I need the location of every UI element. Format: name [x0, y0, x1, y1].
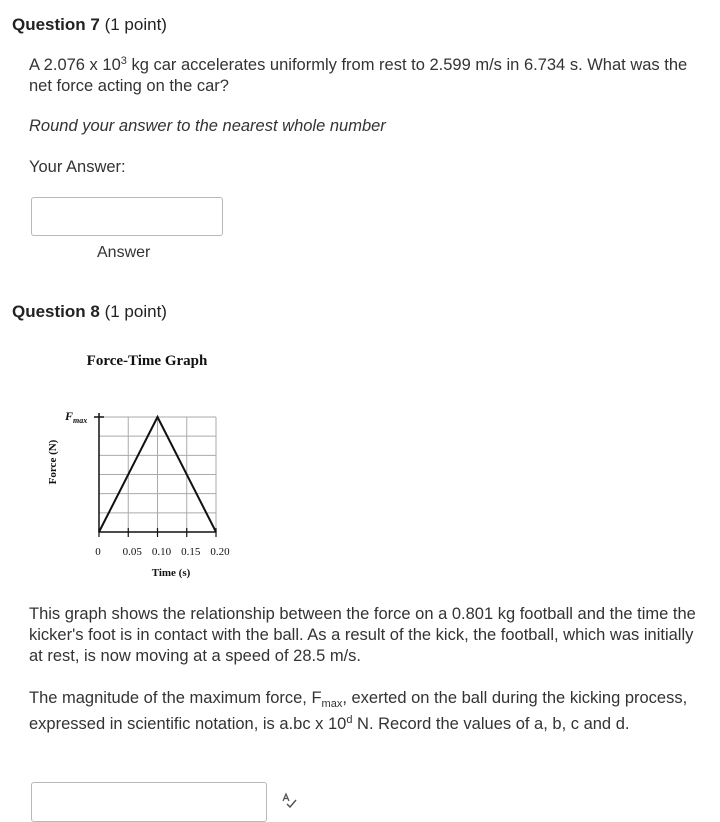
force-time-graph: [40, 340, 260, 585]
q8-p2-mid: , exerted on the ball during the kicking process, expressed in scientific notation, is a.bc x 10: [29, 689, 688, 733]
q8-p2-pre: The magnitude of the maximum force, F: [29, 689, 322, 707]
question-7-instruction: Round your answer to the nearest whole number: [29, 117, 386, 135]
your-answer-label: Your Answer:: [29, 158, 126, 176]
x-tick-label: 0: [95, 546, 101, 558]
question-8-answer-input[interactable]: [31, 782, 267, 822]
question-8-paragraph-2: [29, 685, 704, 737]
question-7-points: (1 point): [104, 15, 167, 34]
q8-p2-post: N. Record the values of a, b, c and d.: [352, 715, 630, 733]
q7-text-exponent: 3: [120, 55, 127, 67]
question-8-paragraph-1: This graph shows the relationship between the force on a 0.801 kg football and the time the kicker's foot is in contact with the ball. As a result of the kick, the football, which was initially at rest, is now moving at a speed of 28.5 m/s.: [29, 605, 696, 665]
question-7-text: [29, 55, 699, 97]
question-7-answer-input[interactable]: [31, 197, 223, 236]
question-8-heading: [12, 302, 167, 322]
y-axis-label: Force (N): [47, 439, 59, 485]
question-7-heading: [12, 15, 167, 35]
x-tick-label: 0.05: [122, 546, 142, 558]
question-7-number: Question 7: [12, 15, 100, 34]
x-tick-label: 0.15: [181, 546, 201, 558]
q8-p2-fmax-sub: max: [321, 698, 343, 710]
chart-grid: [99, 417, 216, 532]
q7-text-post: kg car accelerates uniformly from rest to 2.599 m/s in 6.734 s. What was the net force acting on the car?: [29, 56, 688, 95]
x-tick-labels: [95, 546, 230, 558]
y-max-label: $F_{max}$: [65, 409, 88, 425]
spellcheck-icon[interactable]: [281, 792, 297, 811]
chart-title: Force-Time Graph: [86, 353, 208, 369]
x-tick-label: 0.10: [151, 546, 172, 558]
x-axis-label: Time (s): [151, 567, 191, 579]
x-tick-label: 0.20: [210, 546, 230, 558]
question-8-number: Question 8: [12, 302, 100, 321]
answer-caption: Answer: [97, 244, 151, 261]
q7-text-pre: A 2.076 x 10: [29, 56, 121, 74]
q8-p2-exponent: d: [346, 714, 353, 726]
question-8-points: (1 point): [104, 302, 167, 321]
